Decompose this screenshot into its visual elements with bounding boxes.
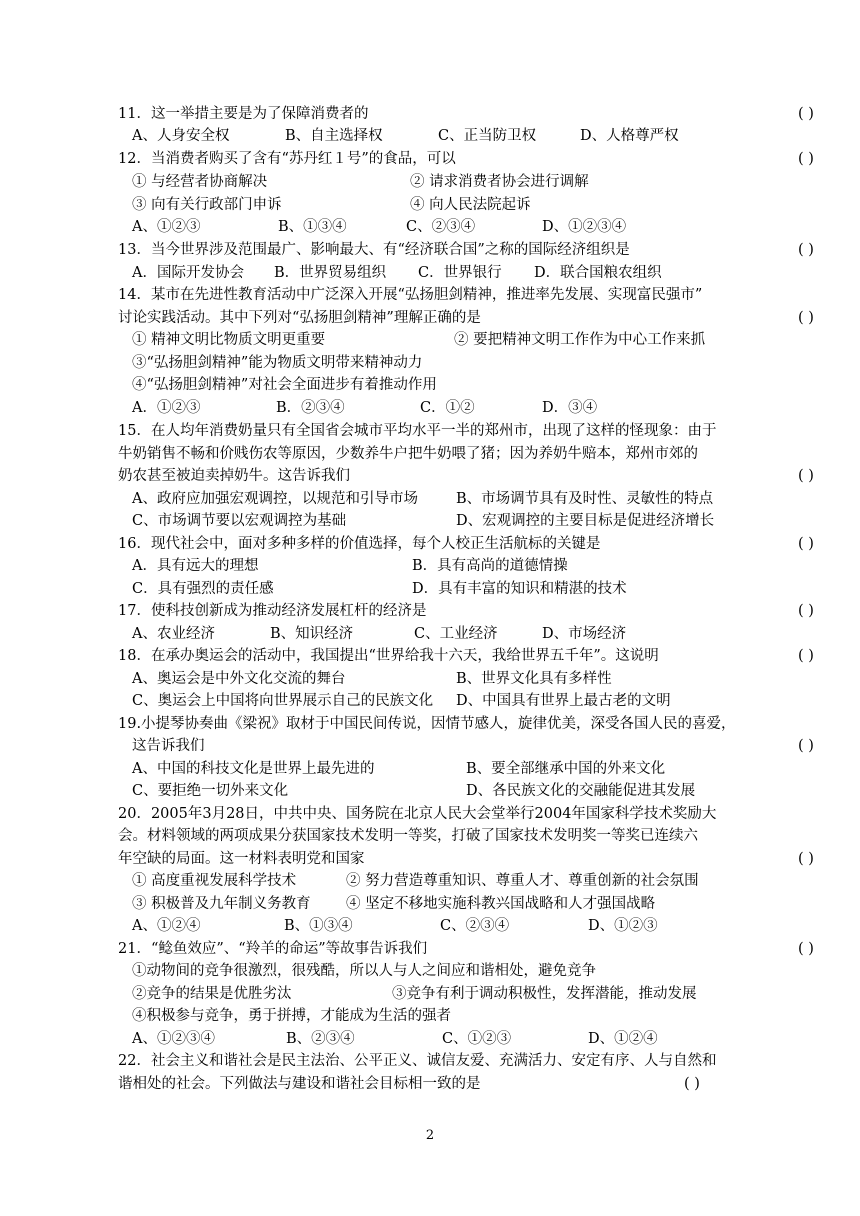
item-3: ③ 向有关行政部门申诉 <box>132 197 282 213</box>
option-b: B、①③④ <box>284 918 353 934</box>
option-c: C．具有强烈的责任感 <box>132 581 274 597</box>
item-1: ①动物间的竞争很激烈，很残酷，所以人与人之间应和谐相处，避免竞争 <box>132 963 596 979</box>
stem-text: 18．在承办奥运会的活动中，我国提出“世界给我十六天，我给世界五千年”。这说明 <box>118 648 659 664</box>
answer-bracket: ( ) <box>798 242 814 258</box>
item-4: ④ 向人民法院起诉 <box>410 197 531 213</box>
question-19-stem <box>118 713 748 735</box>
option-d: D、①②③④ <box>542 219 627 235</box>
stem-text: 这告诉我们 <box>132 738 205 754</box>
question-22-stem-2 <box>118 1073 748 1095</box>
option-a: A、①②③ <box>132 219 201 235</box>
option-b: B．具有高尚的道德情操 <box>412 558 568 574</box>
item-2: ② 请求消费者协会进行调解 <box>410 174 589 190</box>
option-d: D、各民族文化的交融能促进其发展 <box>466 783 696 799</box>
answer-bracket: ( ) <box>798 738 814 754</box>
option-b: B、知识经济 <box>270 626 354 642</box>
question-20-stem-2 <box>118 825 748 847</box>
stem-text: 会。材料领域的两项成果分获国家技术发明一等奖，打破了国家技术发明奖一等奖已连续六 <box>118 828 698 844</box>
item-2: ② 要把精神文明工作作为中心工作来抓 <box>454 332 706 348</box>
option-a: A．①②③ <box>132 400 201 416</box>
option-b: B、世界文化具有多样性 <box>456 671 612 687</box>
answer-bracket: ( ) <box>798 310 814 326</box>
question-13-stem <box>118 239 814 261</box>
option-d: D．联合国粮农组织 <box>534 265 662 281</box>
option-c: C、②③④ <box>406 219 476 235</box>
answer-bracket: ( ) <box>798 648 814 664</box>
item-1: ① 与经营者协商解决 <box>132 174 268 190</box>
option-b: B．世界贸易组织 <box>274 265 387 281</box>
item-4: ④ 坚定不移地实施科教兴国战略和人才强国战略 <box>346 896 656 912</box>
option-c: C、工业经济 <box>414 626 498 642</box>
option-d: D．具有丰富的知识和精湛的技术 <box>412 581 627 597</box>
question-16-stem <box>118 533 814 555</box>
option-d: D．③④ <box>542 400 598 416</box>
option-c: C、奥运会上中国将向世界展示自己的民族文化 <box>132 693 434 709</box>
stem-text: 14．某市在先进性教育活动中广泛深入开展“弘扬胆剑精神，推进率先发展、实现富民强市” <box>118 287 703 303</box>
stem-text: 谐相处的社会。下列做法与建设和谐社会目标相一致的是 <box>118 1076 481 1092</box>
item-4: ④积极参与竞争，勇于拼搏，才能成为生活的强者 <box>132 1008 451 1024</box>
option-a: A．国际开发协会 <box>132 265 244 281</box>
option-c: C、正当防卫权 <box>438 128 537 144</box>
option-b: B、②③④ <box>286 1031 355 1047</box>
stem-text: 牛奶销售不畅和价贱伤农等原因，少数养牛户把牛奶喂了猪；因为养奶牛赔本，郑州市郊的 <box>118 446 698 462</box>
answer-bracket: ( ) <box>798 941 814 957</box>
stem-text: 15．在人均年消费奶量只有全国省会城市平均水平一半的郑州市，出现了这样的怪现象：由于 <box>118 423 717 439</box>
item-2: ②竞争的结果是优胜劣汰 <box>132 986 292 1002</box>
stem-text: 21．“鲶鱼效应”、“羚羊的命运”等故事告诉我们 <box>118 941 428 957</box>
item-3: ③ 积极普及九年制义务教育 <box>132 896 311 912</box>
question-12-stem <box>118 148 814 170</box>
item-4: ④“弘扬胆剑精神”对社会全面进步有着推动作用 <box>132 377 437 393</box>
option-d: D、①②③ <box>588 918 658 934</box>
option-a: A、①②④ <box>132 918 201 934</box>
item-2: ② 努力营造尊重知识、尊重人才、尊重创新的社会氛围 <box>346 873 699 889</box>
answer-bracket: ( ) <box>798 151 814 167</box>
stem-text: 17．使科技创新成为推动经济发展杠杆的经济是 <box>118 603 427 619</box>
question-20-stem <box>118 803 748 825</box>
option-d: D、市场经济 <box>542 626 627 642</box>
question-15-stem-3 <box>118 465 814 487</box>
answer-bracket: ( ) <box>798 468 814 484</box>
option-b: B、自主选择权 <box>285 128 383 144</box>
item-1: ① 高度重视发展科学技术 <box>132 873 297 889</box>
stem-text: 16．现代社会中，面对多种多样的价值选择，每个人校正生活航标的关键是 <box>118 536 601 552</box>
answer-bracket: ( ) <box>798 536 814 552</box>
option-d: D、宏观调控的主要目标是促进经济增长 <box>456 513 715 529</box>
question-21-stem <box>118 938 814 960</box>
stem-text: 奶农甚至被迫卖掉奶牛。这告诉我们 <box>118 468 350 484</box>
stem-text: 年空缺的局面。这一材料表明党和国家 <box>118 851 365 867</box>
stem-text: 13．当今世界涉及范围最广、影响最大、有“经济联合国”之称的国际经济组织是 <box>118 242 630 258</box>
item-3: ③竞争有利于调动积极性，发挥潜能，推动发展 <box>392 986 697 1002</box>
option-b: B、①③④ <box>278 219 347 235</box>
item-1: ① 精神文明比物质文明更重要 <box>132 332 326 348</box>
answer-bracket: ( ) <box>798 106 814 122</box>
option-d: D、人格尊严权 <box>580 128 679 144</box>
option-d: D、中国具有世界上最古老的文明 <box>456 693 671 709</box>
option-b: B．②③④ <box>276 400 345 416</box>
option-c: C、市场调节要以宏观调控为基础 <box>132 513 347 529</box>
question-14-stem-2 <box>118 307 814 329</box>
option-a: A、政府应加强宏观调控，以规范和引导市场 <box>132 491 418 507</box>
question-18-stem <box>118 645 814 667</box>
question-17-stem <box>118 600 814 622</box>
question-14-stem <box>118 284 748 306</box>
answer-bracket: ( ) <box>684 1076 700 1092</box>
question-20-stem-3 <box>118 848 814 870</box>
option-b: B、要全部继承中国的外来文化 <box>466 761 666 777</box>
option-a: A、农业经济 <box>132 626 215 642</box>
answer-bracket: ( ) <box>798 851 814 867</box>
stem-text: 22．社会主义和谐社会是民主法治、公平正义、诚信友爱、充满活力、安定有序、人与自然和 <box>118 1053 717 1069</box>
question-15-stem <box>118 420 748 442</box>
option-c: C．世界银行 <box>418 265 502 281</box>
answer-bracket: ( ) <box>798 603 814 619</box>
option-a: A．具有远大的理想 <box>132 558 259 574</box>
stem-text: 12．当消费者购买了含有“苏丹红１号”的食品，可以 <box>118 151 456 167</box>
option-c: C．①② <box>420 400 475 416</box>
option-a: A、中国的科技文化是世界上最先进的 <box>132 761 375 777</box>
page-number: 2 <box>425 1128 435 1143</box>
stem-text: 19.小提琴协奏曲《梁祝》取材于中国民间传说，因情节感人，旋律优美，深受各国人民的喜爱， <box>118 716 736 732</box>
stem-text: 20．2005年3月28日，中共中央、国务院在北京人民大会堂举行2004年国家科学技术奖励大 <box>118 806 717 822</box>
item-3: ③“弘扬胆剑精神”能为物质文明带来精神动力 <box>132 355 423 371</box>
option-a: A、人身安全权 <box>132 128 230 144</box>
question-11-stem <box>118 103 814 125</box>
option-b: B、市场调节具有及时性、灵敏性的特点 <box>456 491 714 507</box>
option-a: A、奥运会是中外文化交流的舞台 <box>132 671 346 687</box>
option-c: C、①②③ <box>442 1031 512 1047</box>
stem-text: 11．这一举措主要是为了保障消费者的 <box>118 106 369 122</box>
option-c: C、②③④ <box>440 918 510 934</box>
option-d: D、①②④ <box>588 1031 658 1047</box>
stem-text: 讨论实践活动。其中下列对“弘扬胆剑精神”理解正确的是 <box>118 310 481 326</box>
option-c: C、要拒绝一切外来文化 <box>132 783 289 799</box>
question-15-stem-2 <box>118 443 748 465</box>
option-a: A、①②③④ <box>132 1031 215 1047</box>
question-22-stem <box>118 1050 748 1072</box>
